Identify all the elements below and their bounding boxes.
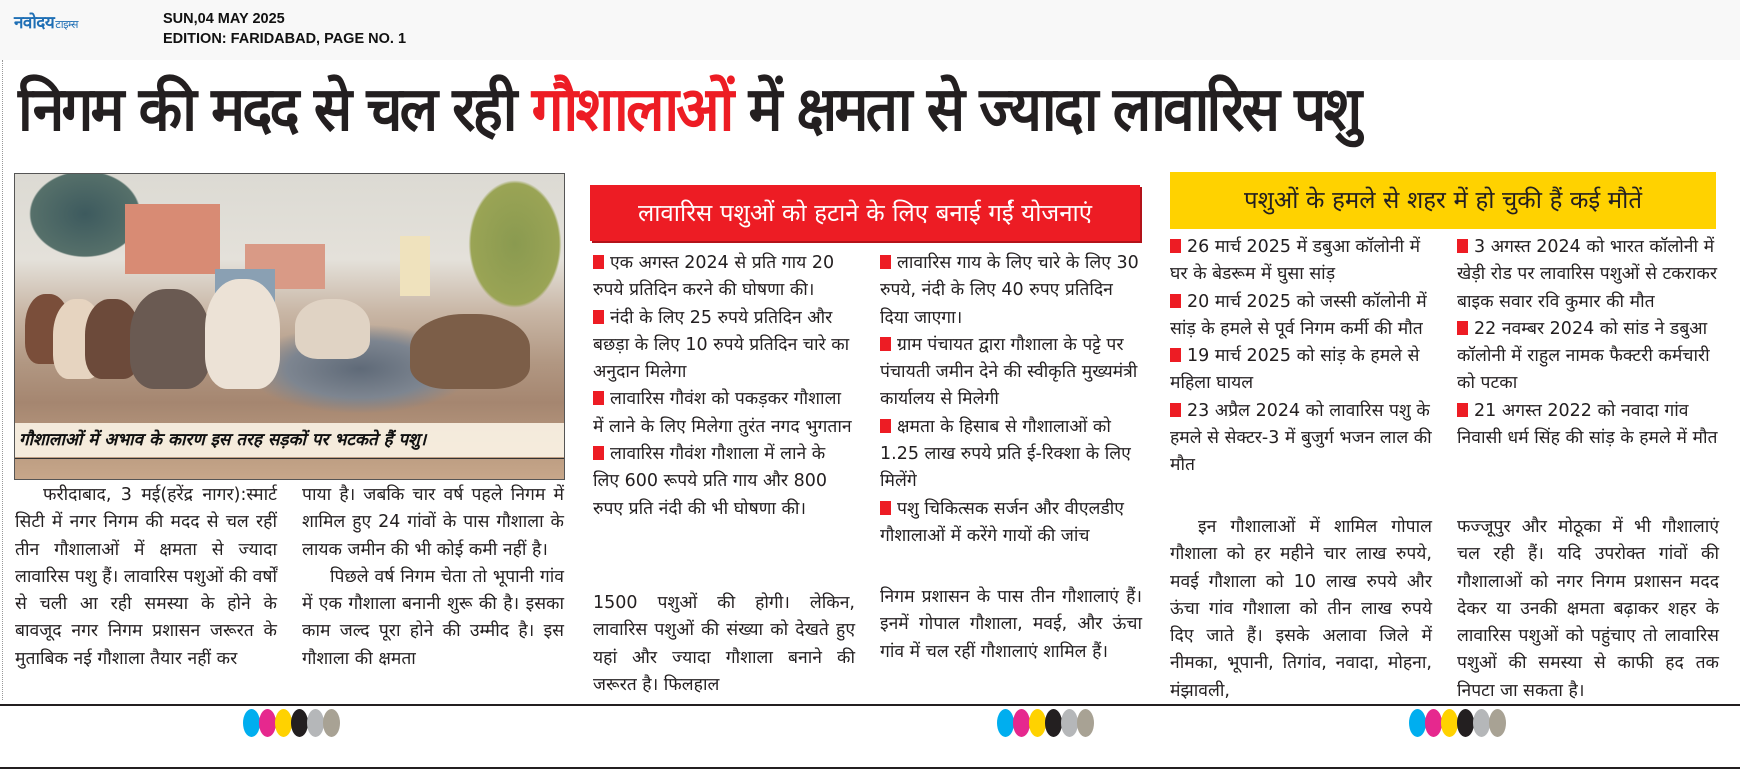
scheme-item: लावारिस गौवंश को पकड़कर गौशाला में लाने के लिए मिलेगा तुरंत नगद भुगतान [593,389,852,437]
scheme-item: लावारिस गौवंश गौशाला में लाने के लिए 600 रूपये प्रति गाय और 800 रुपए प्रति नंदी की भी घोषणा की। [593,444,828,519]
photo-cow [205,279,280,389]
deaths-banner: पशुओं के हमले से शहर में हो चुकी हैं कई मौतें [1170,172,1716,229]
cyan-mark-icon [243,709,260,737]
page-bottom-edge [0,767,1740,769]
article-lead-paragraph: फरीदाबाद, 3 मई(हरेंद्र नागर):स्मार्ट सिटी में नगर निगम की मदद से चल रहीं तीन गौशालाओं में क्षमता से ज्यादा लावारिस पशु हैं। लावारिस पशुओं की वर्षों से चली आ रही समस्या के होने के बावजूद नगर निगम प्रशासन जरूरत के मुताबिक नई गौशाला तैयार नहीं कर [15,485,277,669]
scheme-item: पशु चिकित्सक सर्जन और वीएलडीए गौशालाओं में करेंगे गायों की जांच [880,498,1124,546]
red-square-bullet-icon [1457,321,1468,335]
incident-item: 26 मार्च 2025 में डबुआ कॉलोनी में घर के बेडरूम में घुसा सांड़ [1170,237,1421,285]
article-paragraph: पाया है। जबकि चार वर्ष पहले निगम में शामिल हुए 24 गांवों के पास गौशाला के लायक जमीन की भी कोई कमी नहीं है। [302,485,564,560]
page-edge-rule [2,60,3,700]
article-column-2 [302,482,564,673]
black-mark-icon [1045,709,1062,737]
schemes-list-left [593,250,855,523]
issue-date: SUN,04 MAY 2025 [163,11,285,27]
article-paragraph: 1500 पशुओं की होगी। लेकिन, लावारिस पशुओं की संख्या को देखते हुए यहां और ज्यादा गौशाला बनाने की जरूरत है। फिलहाल [593,593,855,695]
schemes-list-right [880,250,1142,550]
magenta-mark-icon [259,709,276,737]
gray-mark-icon [1061,709,1078,737]
article-column-1 [15,482,277,673]
red-square-bullet-icon [1170,348,1181,362]
color-registration-marks [997,709,1093,739]
red-square-bullet-icon [593,391,604,405]
red-square-bullet-icon [593,310,604,324]
incident-item: 19 मार्च 2025 को सांड़ के हमले से महिला घायल [1170,346,1420,394]
incident-item: 23 अप्रैल 2024 को लावारिस पशु के हमले से सेक्टर-3 में बुजुर्ग भजन लाल की मौत [1170,400,1432,476]
newspaper-logo[interactable] [14,10,78,33]
logo-main: नवोदय [14,13,55,33]
taupe-mark-icon [1489,709,1506,737]
scheme-item: ग्राम पंचायत द्वारा गौशाला के पट्टे पर पंचायती जमीन देने की स्वीकृति मुख्यमंत्री कार्यालय से मिलेगी [880,334,1138,410]
article-paragraph: पिछले वर्ष निगम चेता तो भूपानी गांव में एक गौशाला बनानी शुरू की है। इसका काम जल्द पूरा होने की उम्मीद है। इस गौशाला की क्षमता [302,566,564,669]
article-paragraph: निगम प्रशासन के पास तीन गौशालाएं हैं। इनमें गोपाल गौशाला, मवई, और ऊंचा गांव में चल रहीं गौशालाएं शामिल हैं। [880,587,1142,662]
article-paragraph: इन गौशालाओं में शामिल गोपाल गौशाला को हर महीने चार लाख रुपये, मवई गौशाला को 10 लाख रुपये और ऊंचा गांव गौशाला को तीन लाख रुपये दिए जाते हैं। इसके अलावा जिले में नीमका, भूपानी, तिगांव, नवादा, मोहना, मंझावली, [1170,517,1432,701]
article-column-5 [1170,514,1432,705]
scheme-item: नंदी के लिए 25 रुपये प्रतिदिन और बछड़ा के लिए 10 रुपये प्रतिदिन चारे का अनुदान मिलेगा [593,307,850,383]
cyan-mark-icon [1409,709,1426,737]
photo-cow [130,289,210,389]
color-registration-marks [1409,709,1505,739]
page-bottom-rule [0,704,1740,706]
incident-item: 21 अगस्त 2022 को नवादा गांव निवासी धर्म सिंह की सांड़ के हमले में मौत [1457,400,1718,449]
photo-cow [410,314,530,389]
red-square-bullet-icon [880,501,891,515]
taupe-mark-icon [323,709,340,737]
gray-mark-icon [307,709,324,737]
yellow-mark-icon [1029,709,1046,737]
deaths-list-left [1170,234,1432,480]
logo-sub: टाइम्स [55,18,78,31]
magenta-mark-icon [1013,709,1030,737]
headline-part-1: निगम की मदद से चल रही [18,74,532,145]
scheme-item: क्षमता के हिसाब से गौशालाओं को 1.25 लाख रुपये प्रति ई-रिक्शा के लिए मिलेंगे [880,416,1131,492]
photo-building [125,204,220,274]
red-square-bullet-icon [593,446,604,460]
red-square-bullet-icon [1457,403,1468,417]
article-column-6 [1457,514,1719,705]
magenta-mark-icon [1425,709,1442,737]
top-bar [0,0,1740,60]
headline-part-2: में क्षमता से ज्यादा लावारिस पशु [731,74,1360,145]
taupe-mark-icon [1077,709,1094,737]
yellow-mark-icon [1441,709,1458,737]
black-mark-icon [291,709,308,737]
page-headline [18,62,1608,158]
red-square-bullet-icon [880,337,891,351]
red-square-bullet-icon [1170,294,1181,308]
gray-mark-icon [1473,709,1490,737]
article-paragraph: फज्जूपुर और मोठूका में भी गौशालाएं चल रही हैं। यदि उपरोक्त गांवों की गौशालाओं को नगर निगम प्रशासन मदद देकर या उनकी क्षमता बढ़ाकर शहर के लावारिस पशुओं को पहुंचाए तो लावारिस पशुओं की समस्या से काफी हद तक निपटा जा सकता है। [1457,517,1719,701]
red-square-bullet-icon [1457,239,1468,253]
schemes-banner: लावारिस पशुओं को हटाने के लिए बनाई गईं योजनाएं [590,185,1140,241]
red-square-bullet-icon [593,255,604,269]
scheme-item: लावारिस गाय के लिए चारे के लिए 30 रुपये, नंदी के लिए 40 रुपए प्रतिदिन दिया जाएगा। [880,253,1139,328]
edition-page: EDITION: FARIDABAD, PAGE NO. 1 [163,31,407,47]
scheme-item: एक अगस्त 2024 से प्रति गाय 20 रुपये प्रतिदिन करने की घोषणा की। [593,253,835,301]
news-photo-stray-cattle [14,173,565,480]
photo-signboard [400,236,430,296]
article-column-3 [593,590,855,699]
red-square-bullet-icon [1170,239,1181,253]
red-square-bullet-icon [880,419,891,433]
edition-info [163,9,406,49]
caption-rule [15,458,564,459]
red-square-bullet-icon [1170,403,1181,417]
yellow-mark-icon [275,709,292,737]
photo-cow [295,299,370,359]
cyan-mark-icon [997,709,1014,737]
color-registration-marks [243,709,339,739]
incident-item: 3 अगस्त 2024 को भारत कॉलोनी में खेड़ी रोड पर लावारिस पशुओं से टकराकर बाइक सवार रवि कुमार की मौत [1457,237,1718,312]
black-mark-icon [1457,709,1474,737]
incident-item: 22 नवम्बर 2024 को सांड ने डबुआ कॉलोनी में राहुल नामक फैक्टरी कर्मचारी को पटका [1457,318,1710,394]
headline-highlight: गौशालाओं [531,74,732,145]
deaths-list-right [1457,234,1719,452]
incident-item: 20 मार्च 2025 को जस्सी कॉलोनी में सांड़ के हमले से पूर्व निगम कर्मी की मौत [1170,291,1427,339]
photo-caption: गौशालाओं में अभाव के कारण इस तरह सड़कों पर भटकते हैं पशु। [15,423,564,457]
red-square-bullet-icon [880,255,891,269]
article-column-4 [880,584,1142,666]
